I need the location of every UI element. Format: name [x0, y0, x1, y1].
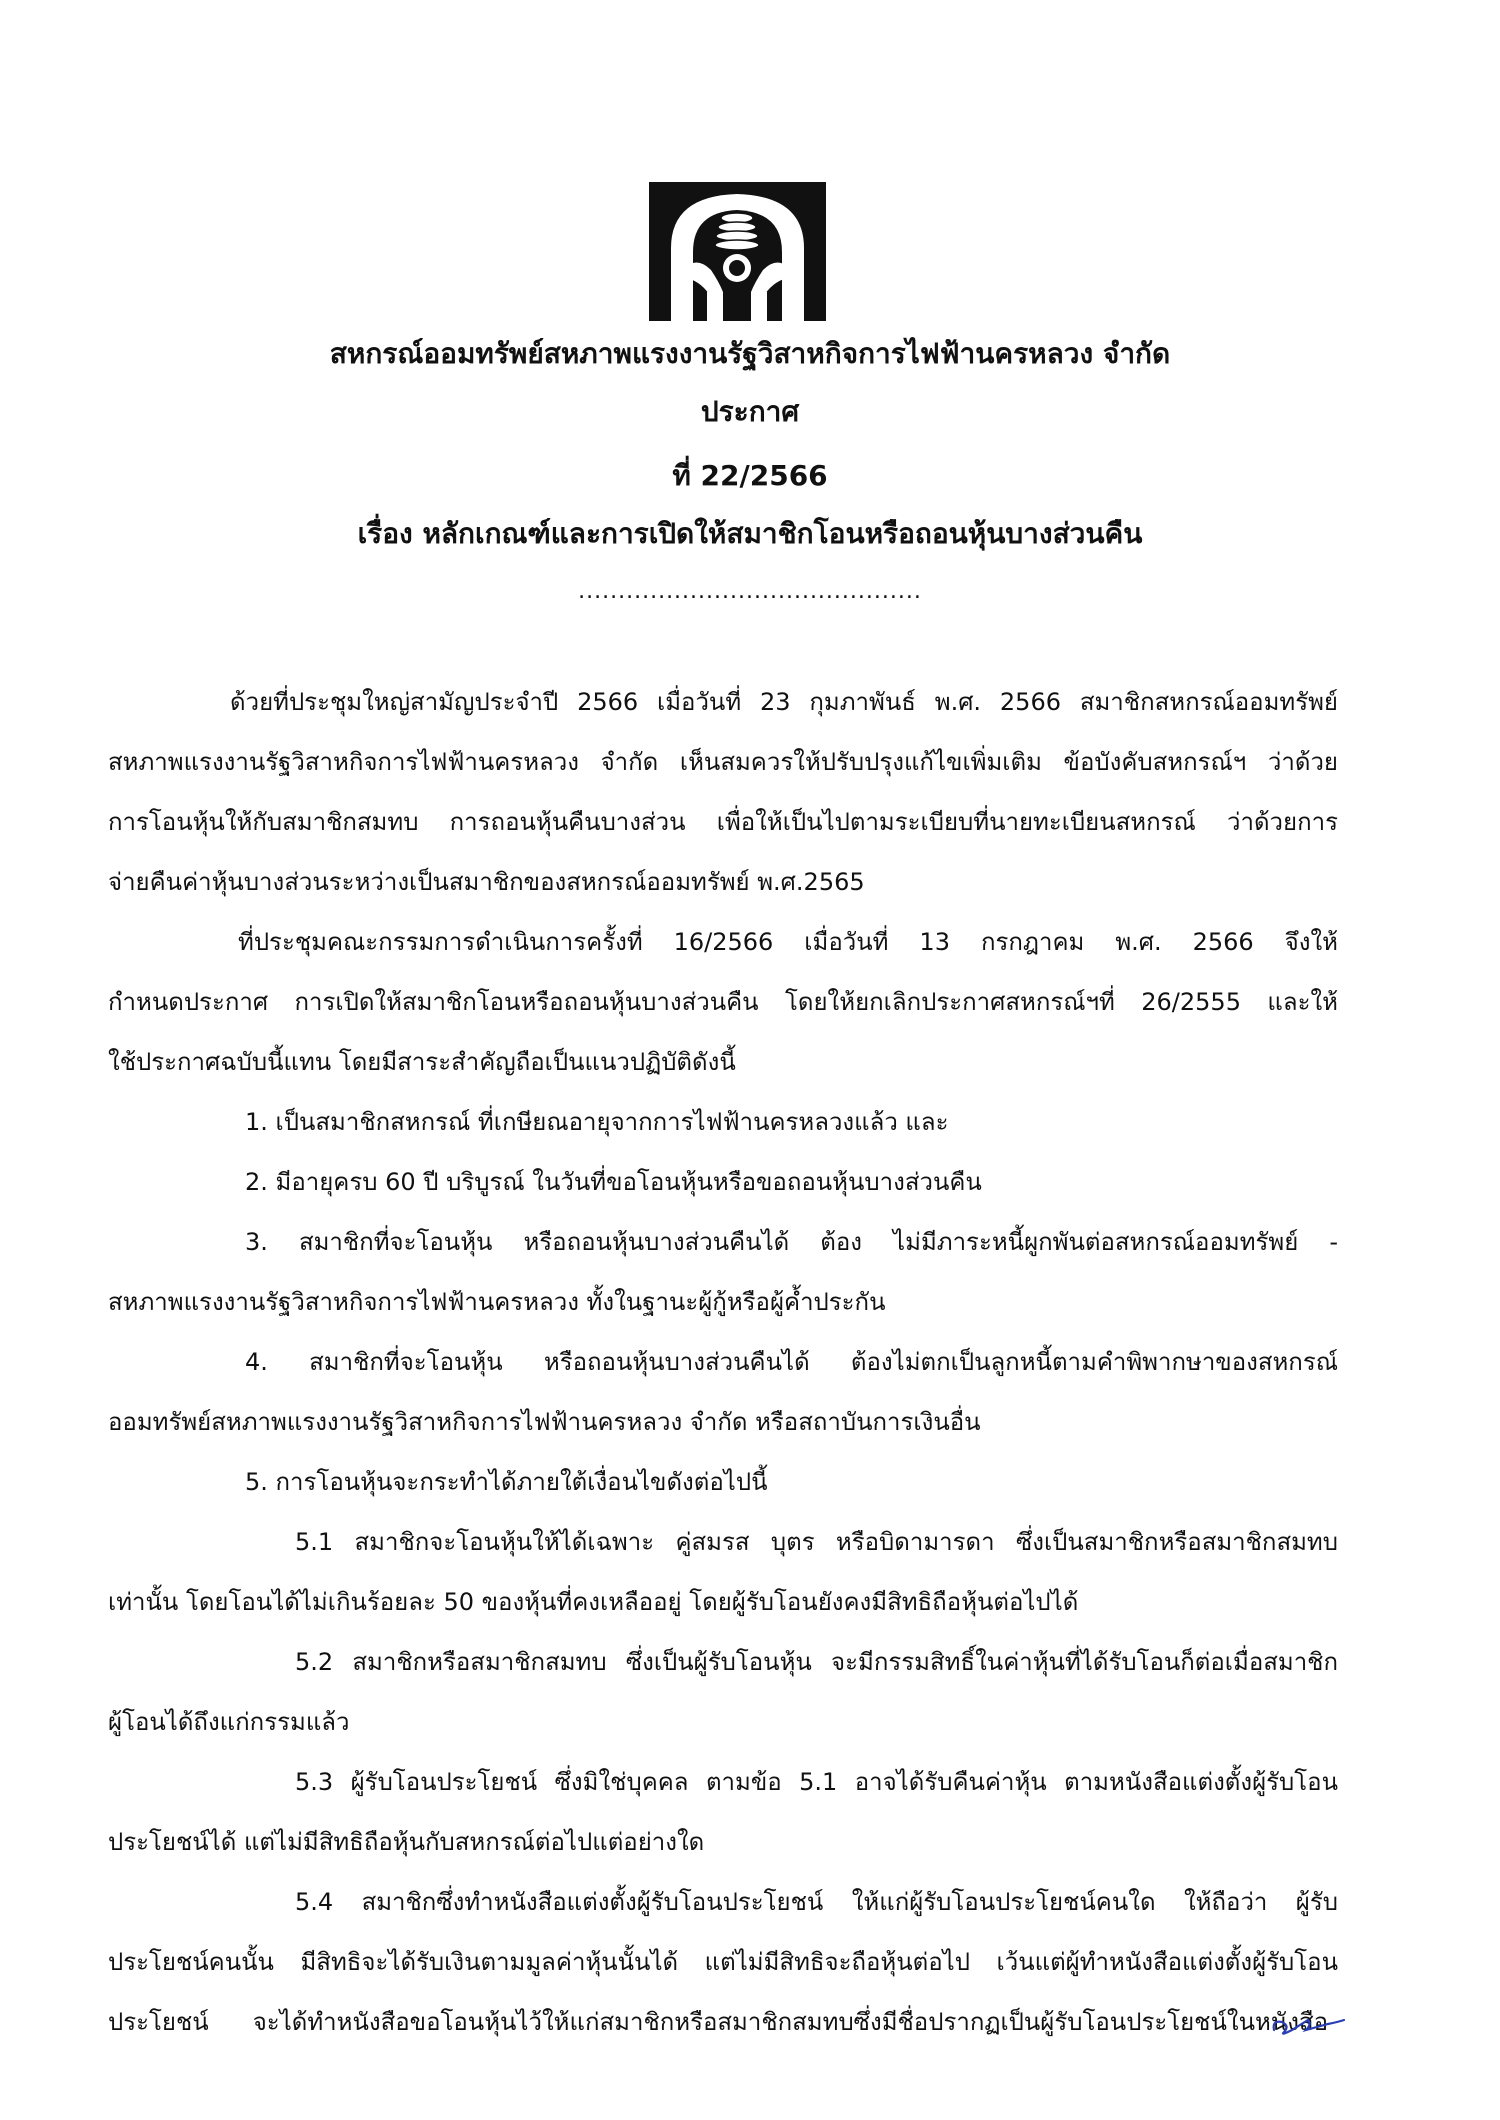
paragraph-line: กำหนดประกาศ การเปิดให้สมาชิกโอนหรือถอนหุ้นบางส่วนคืน โดยให้ยกเลิกประกาศสหกรณ์ฯที่ 26/2555 และให้ — [108, 988, 1338, 1016]
list-item: 3. สมาชิกที่จะโอนหุ้น หรือถอนหุ้นบางส่วนคืนได้ ต้อง ไม่มีภาระหนี้ผูกพันต่อสหกรณ์ออมทรัพย์ - — [245, 1228, 1338, 1256]
sub-item-continuation: ประโยชน์ จะได้ทำหนังสือขอโอนหุ้นไว้ให้แก่สมาชิกหรือสมาชิกสมทบซึ่งมีชื่อปรากฏเป็นผู้รับโอนประโยชน์ในหนังสือ — [108, 2008, 1328, 2036]
list-item: 1. เป็นสมาชิกสหกรณ์ ที่เกษียณอายุจากการไฟฟ้านครหลวงแล้ว และ — [245, 1108, 949, 1136]
list-item-continuation: สหภาพแรงงานรัฐวิสาหกิจการไฟฟ้านครหลวง ทั้งในฐานะผู้กู้หรือผู้ค้ำประกัน — [108, 1288, 886, 1316]
paragraph-line: การโอนหุ้นให้กับสมาชิกสมทบ การถอนหุ้นคืนบางส่วน เพื่อให้เป็นไปตามระเบียบที่นายทะเบียนสหกรณ์ ว่าด้วยการ — [108, 808, 1338, 836]
sub-item-continuation: ประโยชน์ได้ แต่ไม่มีสิทธิถือหุ้นกับสหกรณ์ต่อไปแต่อย่างใด — [108, 1828, 705, 1856]
list-item: 2. มีอายุครบ 60 ปี บริบูรณ์ ในวันที่ขอโอนหุ้นหรือขอถอนหุ้นบางส่วนคืน — [245, 1168, 982, 1196]
separator-line: ........................................... — [578, 579, 922, 604]
sub-item: 5.4 สมาชิกซึ่งทำหนังสือแต่งตั้งผู้รับโอนประโยชน์ ให้แก่ผู้รับโอนประโยชน์คนใด ให้ถือว่า ผู้รับ — [295, 1888, 1338, 1916]
cooperative-logo-icon — [649, 182, 826, 321]
list-item: 4. สมาชิกที่จะโอนหุ้น หรือถอนหุ้นบางส่วนคืนได้ ต้องไม่ตกเป็นลูกหนี้ตามคำพิพากษาของสหกรณ์ — [245, 1348, 1338, 1376]
sub-item-continuation: เท่านั้น โดยโอนได้ไม่เกินร้อยละ 50 ของหุ้นที่คงเหลืออยู่ โดยผู้รับโอนยังคงมีสิทธิถือหุ้นต่อไปได้ — [108, 1588, 1079, 1616]
paragraph-line: สหภาพแรงงานรัฐวิสาหกิจการไฟฟ้านครหลวง จำกัด เห็นสมควรให้ปรับปรุงแก้ไขเพิ่มเติม ข้อบังคับสหกรณ์ฯ ว่าด้วย — [108, 748, 1338, 776]
list-item: 5. การโอนหุ้นจะกระทำได้ภายใต้เงื่อนไขดังต่อไปนี้ — [245, 1468, 768, 1496]
sub-item: 5.3 ผู้รับโอนประโยชน์ ซึ่งมิใช่บุคคล ตามข้อ 5.1 อาจได้รับคืนค่าหุ้น ตามหนังสือแต่งตั้งผู้รับโอน — [295, 1768, 1338, 1796]
list-item-continuation: ออมทรัพย์สหภาพแรงงานรัฐวิสาหกิจการไฟฟ้านครหลวง จำกัด หรือสถาบันการเงินอื่น — [108, 1408, 981, 1436]
announcement-label: ประกาศ — [700, 395, 800, 428]
paragraph-line: จ่ายคืนค่าหุ้นบางส่วนระหว่างเป็นสมาชิกของสหกรณ์ออมทรัพย์ พ.ศ.2565 — [108, 868, 865, 896]
sub-item-continuation: ประโยชน์คนนั้น มีสิทธิจะได้รับเงินตามมูลค่าหุ้นนั้นได้ แต่ไม่มีสิทธิจะถือหุ้นต่อไป เว้นแต่ผู้ทำหนังสือแต่งตั้งผู้รับโอน — [108, 1948, 1338, 1976]
sub-item: 5.1 สมาชิกจะโอนหุ้นให้ได้เฉพาะ คู่สมรส บุตร หรือบิดามารดา ซึ่งเป็นสมาชิกหรือสมาชิกสมทบ — [295, 1528, 1338, 1556]
announcement-subject: เรื่อง หลักเกณฑ์และการเปิดให้สมาชิกโอนหรือถอนหุ้นบางส่วนคืน — [357, 517, 1143, 550]
sub-item: 5.2 สมาชิกหรือสมาชิกสมทบ ซึ่งเป็นผู้รับโอนหุ้น จะมีกรรมสิทธิ์ในค่าหุ้นที่ได้รับโอนก็ต่อเมื่อสมาชิก — [295, 1648, 1338, 1676]
paragraph-line: ใช้ประกาศฉบับนี้แทน โดยมีสาระสำคัญถือเป็นแนวปฏิบัติดังนี้ — [108, 1048, 736, 1076]
announcement-number: ที่ 22/2566 — [672, 459, 828, 492]
paragraph-line: ด้วยที่ประชุมใหญ่สามัญประจำปี 2566 เมื่อวันที่ 23 กุมภาพันธ์ พ.ศ. 2566 สมาชิกสหกรณ์ออมทรัพย์ — [230, 688, 1338, 716]
sub-item-continuation: ผู้โอนได้ถึงแก่กรรมแล้ว — [108, 1708, 350, 1736]
handwritten-initial-icon — [1268, 2010, 1348, 2040]
organization-name: สหกรณ์ออมทรัพย์สหภาพแรงงานรัฐวิสาหกิจการไฟฟ้านครหลวง จำกัด — [329, 337, 1171, 370]
paragraph-line: ที่ประชุมคณะกรรมการดำเนินการครั้งที่ 16/2566 เมื่อวันที่ 13 กรกฎาคม พ.ศ. 2566 จึงให้ — [238, 928, 1338, 956]
